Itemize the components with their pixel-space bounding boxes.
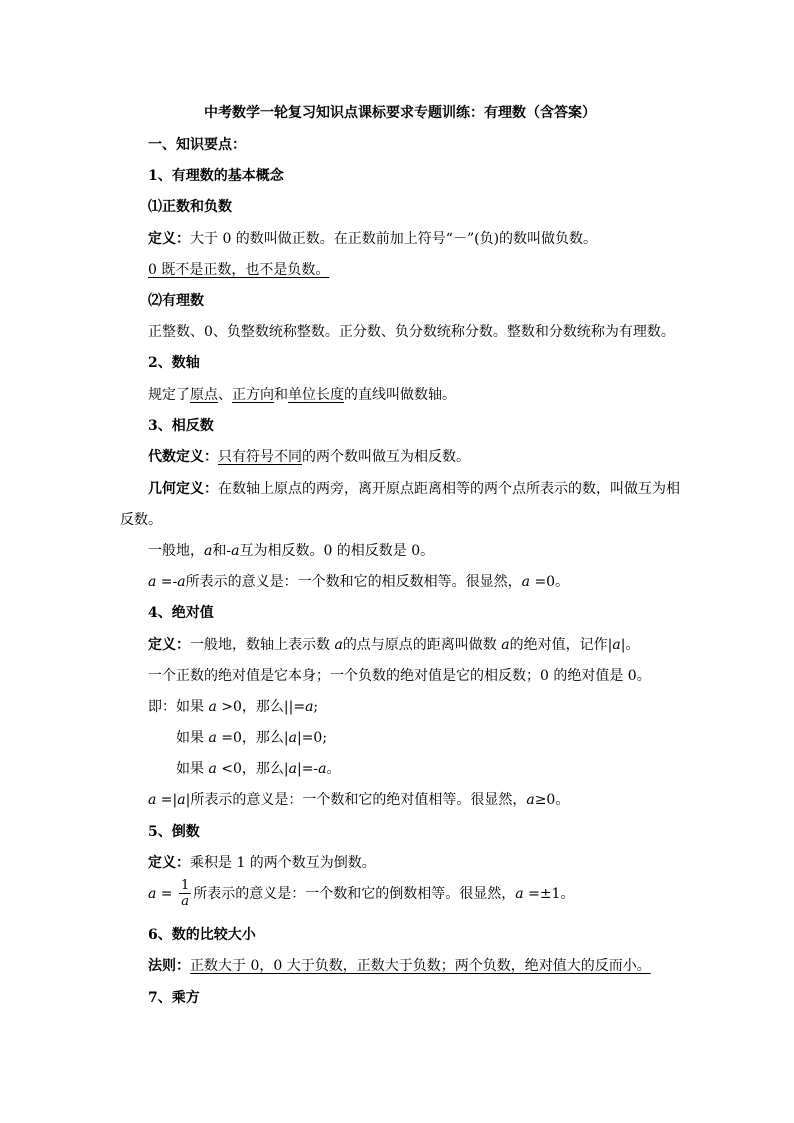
heading-reciprocal: 5、倒数 bbox=[148, 824, 200, 840]
text: 一般地， bbox=[148, 543, 204, 559]
document-title: 中考数学一轮复习知识点课标要求专题训练：有理数（含答案） bbox=[204, 105, 596, 121]
definition-label: 代数定义： bbox=[148, 449, 218, 465]
text: 的直线叫做数轴。 bbox=[344, 387, 456, 403]
geometric-definition-cont: 反数。 bbox=[120, 512, 162, 528]
algebraic-definition bbox=[148, 447, 470, 467]
variable-a: a bbox=[288, 730, 297, 746]
text: >0，那么| bbox=[216, 699, 289, 715]
text: 和 bbox=[274, 387, 288, 403]
text: ≥0。 bbox=[534, 792, 570, 808]
opposite-general bbox=[148, 541, 434, 561]
variable-a: a bbox=[612, 637, 621, 653]
text: = bbox=[156, 886, 177, 902]
fraction-one-over-a bbox=[179, 879, 191, 909]
text: 乘积是 1 的两个数互为倒数。 bbox=[190, 855, 376, 871]
section-heading-knowledge: 一、知识要点： bbox=[148, 137, 246, 153]
zero-note: 0 既不是正数，也不是负数。 bbox=[148, 262, 330, 278]
variable-a: a bbox=[208, 730, 217, 746]
absolute-case-zero bbox=[176, 728, 327, 748]
text: 和- bbox=[212, 543, 232, 559]
term-unit-length: 单位长度 bbox=[288, 387, 344, 403]
text: 的绝对值，记作| bbox=[509, 637, 613, 653]
rational-classification: 正整数、0、负整数统称整数。正分数、负分数统称分数。整数和分数统称为有理数。 bbox=[148, 324, 675, 340]
text: 即：如果 bbox=[148, 699, 209, 715]
absolute-case-positive bbox=[148, 697, 318, 717]
variable-a: a bbox=[501, 637, 510, 653]
text: 如果 bbox=[176, 761, 209, 777]
variable-a: a bbox=[208, 699, 217, 715]
text: 如果 bbox=[176, 730, 209, 746]
absolute-equation bbox=[148, 790, 569, 810]
heading-number-line: 2、数轴 bbox=[148, 355, 200, 371]
text: 一般地，数轴上表示数 bbox=[190, 637, 335, 653]
definition-label: 定义： bbox=[148, 855, 190, 871]
variable-a: a bbox=[204, 543, 213, 559]
absolute-rule: 一个正数的绝对值是它本身；一个负数的绝对值是它的相反数；0 的绝对值是 0。 bbox=[148, 668, 651, 684]
definition-label: 定义： bbox=[148, 637, 190, 653]
text: =0。 bbox=[530, 574, 570, 590]
definition-label: 定义： bbox=[148, 231, 190, 247]
text: |。 bbox=[620, 637, 640, 653]
reciprocal-equation bbox=[148, 876, 574, 912]
text: <0，那么| bbox=[216, 761, 289, 777]
heading-power: 7、乘方 bbox=[148, 990, 200, 1006]
variable-a: a bbox=[515, 886, 524, 902]
variable-a: a bbox=[231, 543, 240, 559]
heading-absolute-value: 4、绝对值 bbox=[148, 605, 214, 621]
text: =0，那么| bbox=[216, 730, 289, 746]
variable-a: a bbox=[288, 761, 297, 777]
text: ; bbox=[313, 699, 319, 715]
text: =| bbox=[156, 792, 178, 808]
geometric-definition bbox=[148, 479, 680, 499]
text: 的两个数叫做互为相反数。 bbox=[302, 449, 470, 465]
text: 的点与原点的距离叫做数 bbox=[342, 637, 502, 653]
variable-a: a bbox=[148, 792, 157, 808]
variable-a: a bbox=[526, 792, 535, 808]
fraction-numerator: 1 bbox=[181, 878, 190, 893]
subheading-positive-negative: ⑴正数和负数 bbox=[148, 199, 232, 215]
term-origin: 原点 bbox=[190, 387, 218, 403]
term-positive-direction: 正方向 bbox=[232, 387, 274, 403]
text: |=- bbox=[296, 761, 319, 777]
rule-label: 法则： bbox=[148, 958, 190, 974]
variable-a: a bbox=[148, 574, 157, 590]
variable-a: a bbox=[177, 792, 186, 808]
number-line-definition bbox=[148, 385, 456, 405]
text: =±1。 bbox=[523, 886, 575, 902]
variable-a: a bbox=[148, 886, 157, 902]
text: 。 bbox=[326, 761, 341, 777]
text: 所表示的意义是：一个数和它的倒数相等。很显然， bbox=[193, 886, 516, 902]
variable-a: a bbox=[334, 637, 343, 653]
text: |=a bbox=[288, 699, 314, 715]
definition-text: 大于 0 的数叫做正数。在正数前加上符号“－”(负)的数叫做负数。 bbox=[190, 231, 598, 247]
definition-label: 几何定义： bbox=[148, 481, 218, 497]
text: 所表示的意义是：一个数和它的相反数相等。很显然， bbox=[185, 574, 522, 590]
absolute-case-negative bbox=[176, 759, 341, 779]
comparison-rule bbox=[148, 956, 651, 976]
opposite-equation bbox=[148, 572, 569, 592]
rule-text: 正数大于 0，0 大于负数，正数大于负数；两个负数，绝对值大的反而小。 bbox=[190, 958, 651, 974]
absolute-definition bbox=[148, 635, 639, 655]
variable-a: a bbox=[177, 574, 186, 590]
subheading-rational: ⑵有理数 bbox=[148, 293, 204, 309]
heading-opposite: 3、相反数 bbox=[148, 418, 214, 434]
term-only-sign-differs: 只有符号不同 bbox=[218, 449, 302, 465]
variable-a: a bbox=[208, 761, 217, 777]
definition-positive-negative bbox=[148, 229, 597, 249]
text: =- bbox=[156, 574, 178, 590]
text: 在数轴上原点的两旁，离开原点距离相等的两个点所表示的数，叫做互为相 bbox=[218, 481, 680, 497]
variable-a: a bbox=[521, 574, 530, 590]
heading-comparison: 6、数的比较大小 bbox=[148, 927, 256, 943]
heading-basic-concepts: 1、有理数的基本概念 bbox=[148, 168, 284, 184]
variable-a: a bbox=[318, 761, 327, 777]
text: 规定了 bbox=[148, 387, 190, 403]
text: |所表示的意义是：一个数和它的绝对值相等。很显然， bbox=[185, 792, 527, 808]
text: 互为相反数。0 的相反数是 0。 bbox=[239, 543, 435, 559]
reciprocal-definition bbox=[148, 853, 376, 873]
text: 、 bbox=[218, 387, 232, 403]
text: |=0; bbox=[296, 730, 328, 746]
fraction-denominator: a bbox=[181, 894, 190, 909]
